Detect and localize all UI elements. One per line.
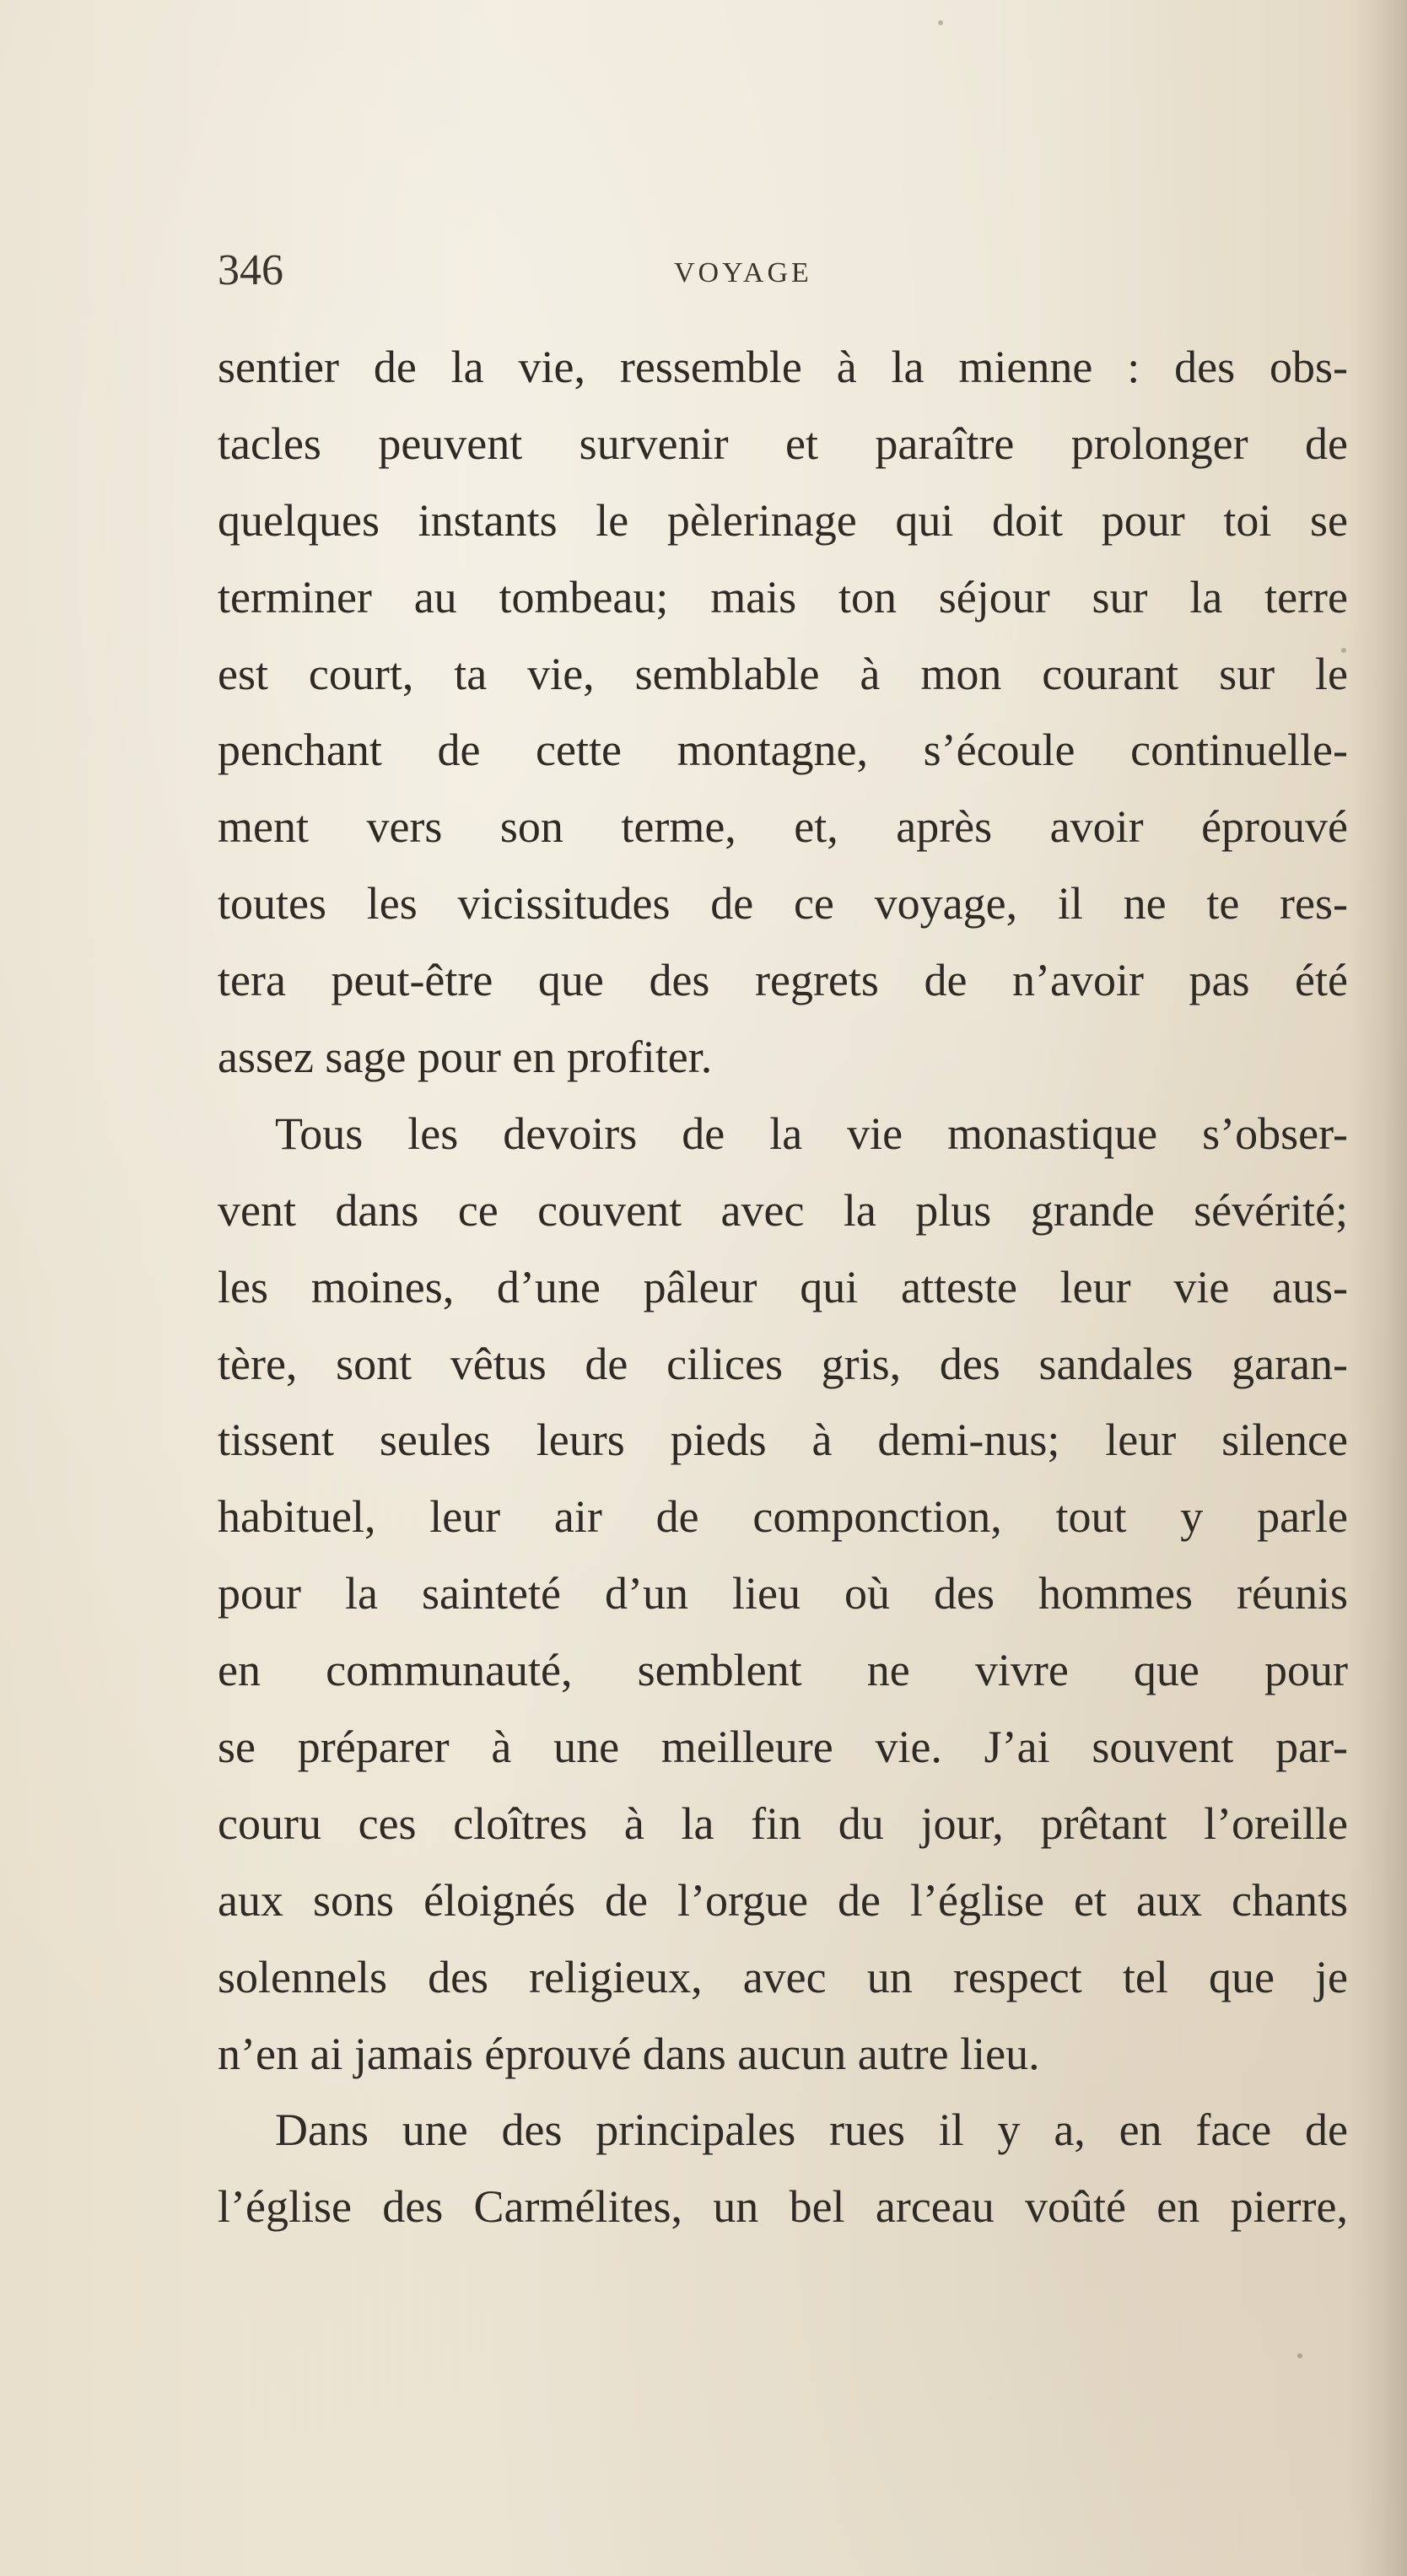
text-line: couru ces cloîtres à la fin du jour, prêtant l’oreille bbox=[218, 1797, 1348, 1849]
text-line: tère, sont vêtus de cilices gris, des sandales garan- bbox=[218, 1338, 1348, 1389]
text-line: n’en ai jamais éprouvé dans aucun autre lieu. bbox=[218, 2028, 1040, 2079]
text-line: habituel, leur air de componction, tout y parle bbox=[218, 1491, 1348, 1543]
text-line: ment vers son terme, et, après avoir éprouvé bbox=[218, 801, 1348, 853]
text-line: penchant de cette montagne, s’écoule continuelle- bbox=[218, 725, 1348, 776]
text-line: solennels des religieux, avec un respect tel que je bbox=[218, 1951, 1348, 2002]
paragraph-first-line: Dans une des principales rues il y a, en face de bbox=[275, 2104, 1348, 2156]
text-line: est court, ta vie, semblable à mon courant sur le bbox=[218, 648, 1348, 699]
running-head bbox=[218, 241, 1340, 300]
page-edge-shadow bbox=[1348, 0, 1407, 2576]
text-line: tacles peuvent survenir et paraître prolonger de bbox=[218, 418, 1348, 469]
text-line: pour la sainteté d’un lieu où des hommes réunis bbox=[218, 1568, 1348, 1619]
text-line: tera peut-être que des regrets de n’avoir pas été bbox=[218, 955, 1348, 1006]
text-line: l’église des Carmélites, un bel arceau voûté en pierre, bbox=[218, 2181, 1348, 2233]
paper-speck bbox=[1297, 2353, 1302, 2358]
text-line: les moines, d’une pâleur qui atteste leur vie aus- bbox=[218, 1261, 1348, 1312]
text-line: tissent seules leurs pieds à demi-nus; leur silence bbox=[218, 1415, 1348, 1466]
text-line: terminer au tombeau; mais ton séjour sur la terre bbox=[218, 571, 1348, 622]
text-line: se préparer à une meilleure vie. J’ai souvent par- bbox=[218, 1722, 1348, 1773]
text-line: en communauté, semblent ne vivre que pour bbox=[218, 1645, 1348, 1696]
page-number: 346 bbox=[218, 246, 283, 294]
text-line: aux sons éloignés de l’orgue de l’église et aux chants bbox=[218, 1874, 1348, 1926]
paper-speck bbox=[1341, 648, 1346, 653]
text-line: quelques instants le pèlerinage qui doit pour toi se bbox=[218, 494, 1348, 546]
paper-speck bbox=[938, 20, 943, 25]
text-line: assez sage pour en profiter. bbox=[218, 1032, 713, 1083]
paragraph-first-line: Tous les devoirs de la vie monastique s’obser- bbox=[275, 1107, 1348, 1159]
body-text bbox=[218, 329, 1348, 2245]
text-line: vent dans ce couvent avec la plus grande sévérité; bbox=[218, 1184, 1348, 1236]
running-title: VOYAGE bbox=[674, 257, 812, 288]
text-line: sentier de la vie, ressemble à la mienne : des obs- bbox=[218, 342, 1348, 392]
text-line: toutes les vicissitudes de ce voyage, il ne te res- bbox=[218, 878, 1348, 930]
